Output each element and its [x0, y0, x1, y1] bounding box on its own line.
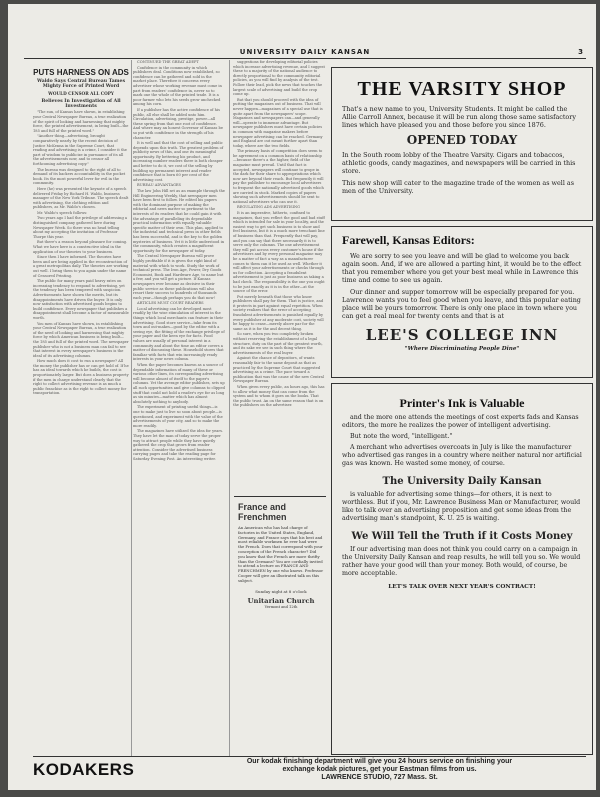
article-paragraph: Since then I have informed. The theories have been and are being applied in the reconstruction of a great metropolitan daily. The theories are working out well. I bring them to you again under the name of Censored Printing.	[33, 255, 129, 278]
article-paragraph: You men of Kansas have shown, in establishing your Central Newspaper Bureau, a true realization of the need of looking and harnessing that mighty force by which American business is being built—the 185 and full of the printed word. The newspaper publisher who is not a business man can fail to see that interest in every newspaper's business is the ideal of its advertising columns.	[33, 321, 129, 358]
article-subhead-3: Believes In Investigation of All Investments	[41, 99, 121, 110]
printers-kansan-heading: The University Daily Kansan	[382, 476, 542, 487]
article-paragraph: ARTICLES MUST COURT READERS	[137, 301, 204, 306]
article-paragraph: But that you should proceed with the idea of putting the magazines out of business. That will never happen—magazines of a special use that is quite apart from the newspapers' scope. Magazines and newspapers can—and generally will—operate to immense advantage. But newspaper publishers must have certain policies in common with magazine makers before newspaper advertising can be reached. Germany and England are out meant further apart than today, where are the two fields.	[233, 97, 323, 148]
lees-title: Farewell, Kansas Editors:	[342, 233, 475, 247]
france-lecture-ad	[238, 502, 324, 752]
article-paragraph: It is an imperative, hitherto, confined to magazines, that you reflect the good and bad stuff which is intended for sale in your locality, and the easiest way to get such business is to show and feel business, but it is a much more trenchant line of business than that. Frequently that will pay, and you can say that there necessarily it is to serve only the columns. The one advertisement they will put across every customer's house if the advertisers and by every personal magazine may be a matter of fact a way as a manufacturer comes to them can it be used as well. Whether it will affect your advertisements or checks through us for collection. Accepting a fraudulent advertisement is just as poor business as taking a bad check. The responsibility is the one you ought to be just exactly as it is in the other—at the source of the error.	[233, 211, 325, 294]
article-paragraph: The public for many years paid heavy rates on increasing tendency to respond to advertising, yet the tendency has been tempered with suspicion. Advertisements have shown the merits, but its disappointments have driven the buyer. It is only now satisfaction with advertised goods begins to build confidence. Every newspaper that publishes a disappointment shall become a factor of measurable worth.	[33, 279, 129, 320]
printers-para-3: A merchant who advertises overcoats in July is like the manufacturer who advertised gas ranges in a country where neither natural nor artificial gas was known. He wasted some money, of course.	[342, 444, 582, 467]
printers-title: Printer's Ink is Valuable	[399, 396, 525, 410]
france-title-2: Frenchmen	[238, 512, 287, 522]
france-body: An American who has had charge of factories in the United States, England, Germany, and France says that his best and most reliable workmen he ever had were the French. Does that correspond with your conception of the French character? Did you know that the French are more thrifty than the Germans? You are cordially invited to attend a lecture on FRANCE AND FRENCHMEN by one who knows. Professor Cooper will give an illustrated talk on this subject.	[238, 525, 324, 583]
article-paragraph: The experiment of printing useful things—is one to make just to live so soon about people—is questioned, and experiment with the value of the advertisements of your city, and so to make the more readily.	[133, 405, 223, 428]
printers-truth-heading: We Will Tell the Truth if it Costs Money	[351, 531, 573, 542]
france-title-1: France and	[238, 502, 287, 512]
printers-para-5: If our advertising man does not think you could carry on a campaign in the University Daily Kansan and reap results, he will tell you so. We would rather have your good will than your money. Both would, of course, be more acceptable.	[342, 546, 581, 577]
printers-contract-line: LET'S TALK OVER NEXT YEAR'S CONTRACT!	[388, 584, 536, 590]
newspaper-page	[8, 4, 596, 790]
article-paragraph: Confidence in the community in which publishers deal. Conditions now established, so confidence can be gathered and sold in the market place. Therefore it concerns every advertiser whose working revenue must come in part from readers' confidence in, never so to mark one the whole of the printed trade. It is a poor farmer who lets his seeds grow unchecked among his corn.	[133, 65, 222, 107]
article-paragraph: When given every public, an hours ago, this has to allow what money that can come from the system and to whom it goes on the books. That the public trust. An on the same reason that is on the publishers on the advertiser.	[233, 384, 325, 408]
article-paragraph: The bureau was designed to the right of all to demand of its backers accountability in the pocket book. Its the most powerful lever for evil in the community.	[33, 167, 126, 186]
varsity-cater: This new shop will cater to the magazine trade of the women as well as men of the University.	[342, 179, 574, 195]
printers-ink-ad	[331, 383, 593, 755]
article-paragraph: Here (he) was presented the keynote of a speech delivered Friday by Richard H. Waldo, business manager of the New York Tribune. The speech dealt with advertising, the clothing edition and publishers, as Mr. Waldo's chosen.	[33, 186, 129, 210]
lees-para-2: Our dinner and supper tomorrow will be especially prepared for you. Lawrence wants you to feel good when you leave, and this popular eating place will be yours tomorrow. There is only one place in town where you can get a real meal for twenty cents and that is at	[342, 288, 581, 320]
article-paragraph: If a publisher has the active confidence of his public, all else shall be added unto him. Circulation, advertising, prestige, power—all these spring from that one root of confidence. And where may an honest Governor of Kansas be so put with confidence in the strength of his character.	[133, 107, 223, 140]
article-paragraph: The primary basis of competition does seem to be agreement on a common basis of relationship—because there's a the higher, field of the magazine must prevail. Until that fact is accepted, newspapers will continue to grope in the dark for their share to appropriations which now are beyond their reach. But frequently it will pay the publisher to encourage local advertisers to frequent the nationally advertised goods which are carried in stock. Marked copies of papers showing such advertisements should be sent to national advertisers who can use it.	[233, 149, 324, 204]
article-paragraph: Mr. Waldo's speech follows:	[37, 210, 88, 215]
lees-tagline: "Where Discriminating People Dine"	[404, 346, 520, 352]
kodakers-line-2: exchange kodak pictures, get your Eastman films from us.	[282, 766, 477, 773]
kodakers-text	[173, 758, 586, 782]
article-paragraph: Two years ago I had the privilege of addressing a distinguished company gathered here during Newspaper Week. So there was no head telling about my accepting the invitation of Professor Thorpe this year.	[33, 216, 128, 239]
article-paragraph: REGULATING ADS ADVERTISING	[237, 205, 301, 210]
printers-para-2: But note the word, "intelligent."	[350, 433, 453, 440]
article-subhead-2: WOULD CENSOR ALL COPY	[48, 91, 114, 97]
france-time: Sunday night at 8 o'clock	[255, 588, 307, 594]
article-paragraph: BUREAU ADVANTAGES	[137, 183, 182, 188]
varsity-shop-ad	[331, 67, 593, 221]
lees-college-inn-ad	[331, 226, 593, 378]
kodakers-line-1: Our kodak finishing department will give you 24 hours service on finishing your	[246, 758, 513, 765]
article-paragraph: The magazines have utilized the idea for years. They have let the man of today serve the proper way to attract people while they have quietly gathered the crop that grows from reader attention. Consider the advertised business carrying pages and take the reading page for Saturday Evening Post. An interesting writer.	[133, 429, 224, 461]
france-address: Vermont and 12th	[264, 604, 298, 609]
article-paragraph: It is well and that the cost of selling and public depends upon this truth. The greatest problem of publicity news of this, and one its meaningful opportunity. By bettering his product, and increasing number readers there is both cheaper and better to do it, we cost of the selling by building up permanent interest and reader confidence that is born 60 per cent of the advertising cost.	[133, 141, 224, 182]
printers-para-1: and the more one attends the meetings of cost experts fads and Kansas editors, the more he realizes the power of intelligent advertising.	[342, 414, 579, 429]
article-paragraph: suggestions for developing editorial policies which increase advertising revenue, and I suggest these to a majority of the national audience to directly proportional to the community editorial policies, as you will find by analysis of the test. Follow their lead, pick the news that touches the largest scale of advertising and build the crop come up.	[233, 60, 325, 97]
article-column-3	[233, 60, 325, 510]
article-paragraph: The law John Hill set as an example through the Hill Engineering Weekly, that newspaper men have been first to follow. He edited his papers with the dominant purpose of making the editorial and news matter so pertinent to the interests of its readers that he could gain it with the advantage of paralleling its dependable practical information with equally valuable specific matter of their own. This plan, applied to the industrial and technical press in other fields has been successful, and is the key to the golden mysteries of business. Yet it is little understood in the community, which creates a magnificent opportunity for the newspaper of today.	[133, 189, 225, 253]
article-headline: PUTS HARNESS ON ADS	[33, 68, 129, 77]
varsity-opening: OPENED TODAY	[406, 133, 518, 147]
article-paragraph: How much does it cost to run a newspaper? All the money the publisher has or can get hold of. If he has an ideal towards which he builds, the cost is proportionately larger. But does a business property if the men in charge understand clearly that the right to collect advertising revenue is as much a public franchise as is the right to collect money for transportation.	[33, 359, 129, 396]
varsity-location: In the South room lobby of the Theatre Varsity. Cigars and tobaccos, athletic goods, candy magazines, and newspapers will be carried in this store.	[342, 151, 576, 175]
lees-para-1: We are sorry to see you leave and will be glad to welcome you back again soon. And, if we are allowed a parting hint, it would be to the effect that you remember where you get your best meal while in Lawrence this time and come to see us again.	[342, 252, 582, 284]
column-rule	[131, 60, 132, 756]
box-rule	[234, 496, 326, 497]
header-rule	[24, 58, 586, 59]
france-venue: Unitarian Church	[247, 596, 315, 605]
page-number: 3	[578, 48, 584, 56]
lees-name: LEE'S COLLEGE INN	[365, 326, 559, 344]
varsity-title: THE VARSITY SHOP	[357, 78, 567, 100]
article-paragraph: CONTINUED THE GREAT ADEPT	[137, 60, 199, 64]
article-paragraph: "Another thing—advertising, brought comparatively nearly by the recent decision of Justice McKenna in the Supreme Court, that reading and advertising is a crime, I consider it the part of wisdom to publicize in pursuance of its all the advertisements now, and to censor all forthcoming advertising copy."	[33, 134, 127, 166]
kodakers-banner	[33, 756, 586, 783]
article-subhead: Waldo Says Central Bureau Tames Mighty Force of Printed Word	[36, 79, 126, 90]
article-paragraph: The Central Newspaper Bureau will prove highly profitable if it is given the right kind of material with which to work. Study the work of technical press. The Iron Age, Power, Dry Goods Economist, Book and Hardware Age, to name but a few, and you will get a picture. If Kansas newspapers ever became as decisive in their public service as these publications will also resort their success to hundreds of thousands each year—though perhaps you do that now!	[133, 254, 224, 300]
article-paragraph: But there's a reason beyond pleasure for coming. What we have here is a constructive ideal in the application of our theories to your business.	[33, 240, 128, 254]
kodakers-brand: KODAKERS	[33, 760, 135, 779]
varsity-intro: That's a new name to you, University Students. It might be called the Allie Carroll Annex, because it will be run along those same satisfactory lines which have pleased you and those before you since 1876.	[342, 105, 576, 129]
article-paragraph: So sure, when you two completely broken without reserving the establishment of a legal structure, duty on the part of the greatest worth, and its sake we see in such thing where the advertisements of the real buyer.	[233, 332, 323, 355]
article-paragraph: "The sun, of Kansas have shown, in establishing your Central Newspaper Bureau, a true realization of the spirit of looking and harnessing that mighty force, the printed advertisement, in being built—the 185 and full of the printed word."	[33, 110, 129, 133]
newspaper-title: UNIVERSITY DAILY KANSAN	[239, 48, 371, 56]
article-column-1	[33, 60, 129, 710]
article-column-2	[133, 60, 225, 710]
article-paragraph: Put merely beneath that those who know publishers shall pay for them. That is justice, and it protects in part against equal repetition. When society realizes that the error of accepting fraudulent advertisements is punished equally by every publisher at any moderate cost, society will be happy to cease—merely above par for the same as it is for the and decent thing.	[233, 294, 324, 331]
column-rule	[229, 60, 230, 756]
printers-para-4: is valuable for advertising some things—for others, it is next to worthless. But if you, Mr. Lawrence Business Man or Manufacturer, would like to talk over an advertising proposition and get some ideas from the advertising man's standpoint, K. U. 25 is waiting.	[342, 491, 581, 522]
article-paragraph: Against the chance of depositors, of wants reasonably fair to the same deposit as that as practiced by the Supreme Court that suggested advertising as a crime. The pace toward a publication that was the cause of the new Central Newspaper Bureau.	[233, 356, 324, 384]
article-paragraph: When the paper becomes known as a source of dependable information of many of these or various other lines, its corresponding advertising will become almost of itself to the paper's columns. Yet the average editor publishes, sets up all such opportunities and give columns to clipped stuff that could not hold a reader's eye for as long as six minutes—matter which has almost absolutely nothing to anybody.	[133, 363, 225, 404]
kodakers-line-3: LAWRENCE STUDIO, 727 Mass. St.	[321, 774, 438, 781]
article-paragraph: Local advertising can be developed most readily by the wise stimulation of interest in the things which local merchants can feature in their advertising. Good store service—take from its town and out-makes—good by the editor with a seeing eye, the fitting of the exchange privilege of your paper and the keen eye for facts. Food values are usually of personal interest in a community and about the time an editor covers a matter of discussing these. Household stores that familiar with facts that win increasingly ready interests in your news column.	[133, 306, 225, 362]
